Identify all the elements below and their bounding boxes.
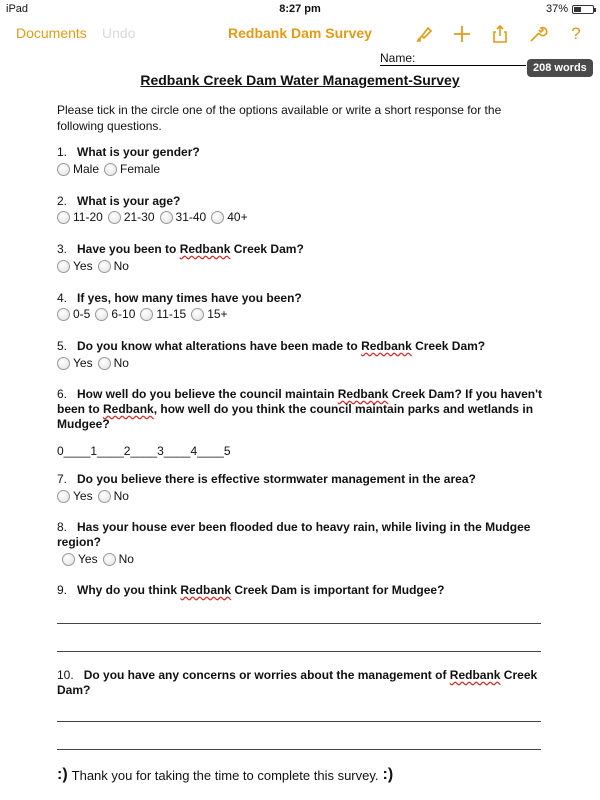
option-15-plus[interactable]: 15+: [191, 307, 227, 321]
option-yes[interactable]: Yes: [57, 356, 93, 370]
option-11-20[interactable]: 11-20: [57, 210, 103, 224]
radio-icon[interactable]: [98, 490, 111, 503]
add-icon[interactable]: [450, 22, 474, 46]
radio-icon[interactable]: [95, 308, 108, 321]
document-body[interactable]: [0, 48, 600, 800]
survey-title: Redbank Creek Dam Water Management-Survey: [140, 72, 460, 88]
documents-button[interactable]: Documents: [16, 25, 87, 41]
device-label: iPad: [6, 3, 29, 15]
question-8-options: [62, 552, 139, 566]
question-10: 10. Do you have any concerns or worries about the management of Redbank Creek Dam?: [57, 668, 538, 697]
thank-you-text: Thank you for taking the time to complete this survey.: [71, 767, 379, 783]
help-icon[interactable]: ?: [571, 24, 581, 43]
radio-icon[interactable]: [140, 308, 153, 321]
battery-percent: 37%: [545, 3, 568, 15]
answer-line[interactable]: [57, 749, 541, 750]
option-female[interactable]: Female: [104, 162, 160, 176]
question-7-options: [57, 489, 134, 503]
share-icon[interactable]: [488, 22, 512, 46]
question-1-options: [57, 162, 165, 176]
question-2: 2. What is your age?: [57, 194, 181, 208]
option-no[interactable]: No: [98, 259, 129, 273]
radio-icon[interactable]: [62, 553, 75, 566]
radio-icon[interactable]: [57, 490, 70, 503]
question-5-options: [57, 356, 134, 370]
radio-icon[interactable]: [57, 260, 70, 273]
option-no[interactable]: No: [98, 356, 129, 370]
question-3-options: [57, 259, 134, 273]
option-yes[interactable]: Yes: [57, 259, 93, 273]
instructions: Please tick in the circle one of the options available or write a short response for the following questions.: [57, 103, 502, 133]
option-no[interactable]: No: [98, 489, 129, 503]
radio-icon[interactable]: [57, 163, 70, 176]
radio-icon[interactable]: [211, 211, 224, 224]
option-21-30[interactable]: 21-30: [108, 210, 155, 224]
name-field[interactable]: [380, 51, 526, 66]
radio-icon[interactable]: [98, 357, 111, 370]
radio-icon[interactable]: [98, 260, 111, 273]
wrench-icon[interactable]: [526, 22, 550, 46]
status-time: 8:27 pm: [279, 3, 321, 15]
format-brush-icon[interactable]: [412, 22, 436, 46]
battery-icon: [572, 5, 594, 14]
question-1: 1. What is your gender?: [57, 145, 200, 159]
question-5: 5. Do you know what alterations have been made to Redbank Creek Dam?: [57, 339, 486, 353]
undo-button[interactable]: Undo: [102, 25, 136, 41]
option-40-plus[interactable]: 40+: [211, 210, 247, 224]
question-8: 8. Has your house ever been flooded due to heavy rain, while living in the Mudgee region?: [57, 520, 531, 549]
question-9: 9. Why do you think Redbank Creek Dam is important for Mudgee?: [57, 583, 445, 597]
smile-right: :): [382, 766, 394, 783]
radio-icon[interactable]: [57, 308, 70, 321]
radio-icon[interactable]: [103, 553, 116, 566]
radio-icon[interactable]: [57, 211, 70, 224]
option-11-15[interactable]: 11-15: [140, 307, 186, 321]
question-2-options: [57, 210, 253, 224]
status-bar: [0, 0, 600, 20]
name-label: Name:: [380, 51, 416, 65]
radio-icon[interactable]: [108, 211, 121, 224]
option-31-40[interactable]: 31-40: [160, 210, 207, 224]
option-6-10[interactable]: 6-10: [95, 307, 135, 321]
option-0-5[interactable]: 0-5: [57, 307, 90, 321]
radio-icon[interactable]: [160, 211, 173, 224]
option-yes[interactable]: Yes: [62, 552, 98, 566]
radio-icon[interactable]: [104, 163, 117, 176]
answer-line[interactable]: [57, 623, 541, 624]
app-toolbar: [0, 20, 600, 48]
option-no[interactable]: No: [103, 552, 134, 566]
question-7: 7. Do you believe there is effective stormwater management in the area?: [57, 472, 476, 486]
option-male[interactable]: Male: [57, 162, 99, 176]
rating-scale[interactable]: 0____1____2____3____4____5: [57, 444, 231, 458]
radio-icon[interactable]: [57, 357, 70, 370]
smile-left: :): [57, 766, 68, 783]
thank-you-line: [57, 766, 393, 784]
option-yes[interactable]: Yes: [57, 489, 93, 503]
document-title[interactable]: Redbank Dam Survey: [228, 25, 372, 41]
question-4: 4. If yes, how many times have you been?: [57, 291, 302, 305]
battery-area: [546, 3, 594, 15]
answer-line[interactable]: [57, 651, 541, 652]
question-6: 6. How well do you believe the council maintain Redbank Creek Dam? If you haven't been to Redbank, how well do you think the council maintain parks and wetlands in Mudgee?: [57, 387, 542, 431]
question-3: 3. Have you been to Redbank Creek Dam?: [57, 242, 304, 256]
answer-line[interactable]: [57, 721, 541, 722]
question-4-options: [57, 307, 233, 321]
word-count-badge: 208 words: [527, 59, 593, 77]
radio-icon[interactable]: [191, 308, 204, 321]
